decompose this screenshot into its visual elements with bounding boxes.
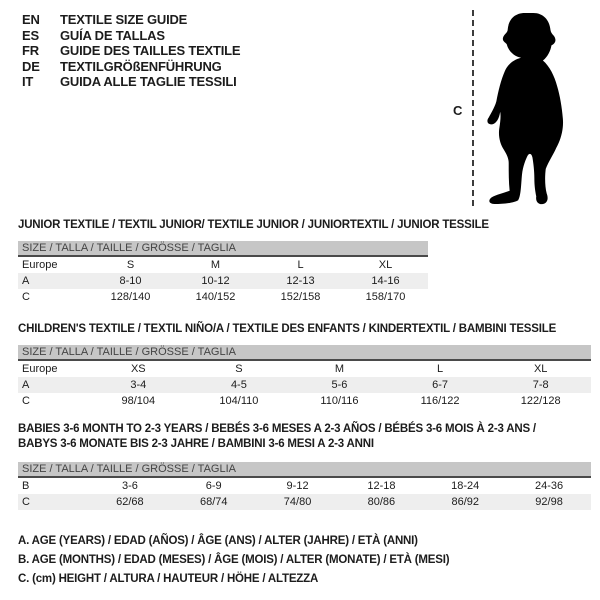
language-title: TEXTILE SIZE GUIDE [60, 12, 188, 27]
size-header-band: SIZE / TALLA / TAILLE / GRÖSSE / TAGLIA [18, 241, 428, 256]
language-code: DE [22, 58, 40, 74]
language-row [22, 58, 240, 74]
row-label: B [22, 480, 30, 492]
size-cell: 98/104 [121, 395, 156, 407]
size-cell: S [235, 363, 243, 375]
size-cell: 68/74 [172, 494, 256, 510]
size-cell: XL [533, 363, 548, 375]
size-cell: 12-13 [258, 273, 343, 289]
size-cell: 6-9 [205, 480, 222, 492]
note-a: A. AGE (YEARS) / EDAD (AÑOS) / ÂGE (ANS) / ALTER (JAHRE) / ETÀ (ANNI) [18, 535, 418, 547]
size-cell: 7-8 [490, 377, 591, 393]
language-title: TEXTILGRÖßENFÜHRUNG [60, 58, 222, 74]
language-row [22, 27, 240, 43]
table-row [18, 289, 428, 305]
size-header-band: SIZE / TALLA / TAILLE / GRÖSSE / TAGLIA [18, 345, 591, 360]
size-cell: 86/92 [423, 494, 507, 510]
footnotes [18, 532, 449, 588]
size-cell: XL [378, 259, 393, 271]
language-row [22, 76, 240, 88]
size-cell: 4-5 [189, 377, 290, 393]
section-title-babies: BABIES 3-6 MONTH TO 2-3 YEARS / BEBÉS 3-6 MESES A 2-3 AÑOS / BÉBÉS 3-6 MOIS À 2-3 ANS / BABYS 3-6 MONATE BIS 2-3 JAHRE / BAMBINI 3-6 MESI A 2-3 ANNI [18, 423, 536, 450]
size-table-babies [18, 462, 591, 510]
size-cell: 80/86 [339, 494, 423, 510]
row-label: A [18, 273, 88, 289]
size-header-row [18, 462, 591, 477]
note-b: B. AGE (MONTHS) / EDAD (MESES) / ÂGE (MOIS) / ALTER (MONATE) / ETÀ (MESI) [18, 553, 450, 566]
language-title: GUIDA ALLE TAGLIE TESSILI [60, 74, 237, 89]
table-row [18, 477, 591, 494]
table-row [18, 360, 591, 377]
size-cell: S [126, 259, 135, 271]
size-cell: XS [130, 363, 146, 375]
size-cell: 6-7 [390, 377, 491, 393]
size-cell: 92/98 [507, 494, 591, 510]
size-table-children [18, 345, 591, 409]
language-title: GUIDE DES TAILLES TEXTILE [60, 43, 241, 58]
language-code: EN [22, 12, 40, 27]
section-title-children: CHILDREN'S TEXTILE / TEXTIL NIÑO/A / TEXTILE DES ENFANTS / KINDERTEXTIL / BAMBINI TESSILE [18, 323, 557, 335]
size-cell: L [297, 259, 304, 271]
language-title: GUÍA DE TALLAS [60, 27, 165, 43]
language-code: IT [22, 74, 34, 89]
table-row [18, 377, 591, 393]
size-cell: 12-18 [367, 480, 396, 492]
size-cell: 10-12 [173, 273, 258, 289]
size-cell: 110/116 [320, 395, 359, 407]
size-header-row [18, 345, 591, 360]
size-header-band: SIZE / TALLA / TAILLE / GRÖSSE / TAGLIA [18, 462, 591, 477]
size-header-row [18, 241, 428, 256]
size-cell: 18-24 [451, 480, 480, 492]
size-cell: 128/140 [110, 291, 151, 303]
table-row [18, 494, 591, 510]
size-table-junior [18, 241, 428, 305]
row-label: C [22, 291, 30, 303]
table-row [18, 256, 428, 273]
size-cell: 158/170 [365, 291, 406, 303]
size-cell: M [210, 259, 221, 271]
size-cell: 140/152 [195, 291, 236, 303]
height-measure-dashed-line [472, 10, 474, 206]
language-list [22, 14, 240, 92]
table-row [18, 393, 591, 409]
language-row [22, 14, 240, 26]
row-label: A [18, 377, 88, 393]
row-label: Europe [22, 259, 58, 271]
size-cell: 9-12 [286, 480, 309, 492]
row-label: C [22, 395, 30, 407]
size-cell: 3-6 [121, 480, 138, 492]
section-title-junior: JUNIOR TEXTILE / TEXTIL JUNIOR/ TEXTILE JUNIOR / JUNIORTEXTIL / JUNIOR TESSILE [18, 219, 489, 231]
size-cell: 8-10 [88, 273, 173, 289]
size-cell: 116/122 [420, 395, 460, 407]
size-cell: 104/110 [219, 395, 259, 407]
size-cell: 14-16 [343, 273, 428, 289]
row-label: Europe [22, 363, 58, 375]
table-row [18, 273, 428, 289]
size-cell: L [437, 363, 444, 375]
size-cell: 122/128 [520, 395, 561, 407]
language-row [22, 45, 240, 57]
language-code: FR [22, 43, 39, 58]
size-cell: 3-4 [88, 377, 189, 393]
size-cell: 24-36 [535, 480, 564, 492]
row-label: C [18, 494, 88, 510]
language-code: ES [22, 27, 39, 43]
size-cell: 62/68 [88, 494, 172, 510]
size-cell: 152/158 [280, 291, 321, 303]
size-cell: 74/80 [256, 494, 340, 510]
note-c: C. (cm) HEIGHT / ALTURA / HAUTEUR / HÖHE / ALTEZZA [18, 572, 319, 585]
size-cell: 5-6 [289, 377, 390, 393]
baby-silhouette [484, 8, 579, 210]
size-cell: M [334, 363, 345, 375]
height-measure-label: C [453, 103, 463, 118]
